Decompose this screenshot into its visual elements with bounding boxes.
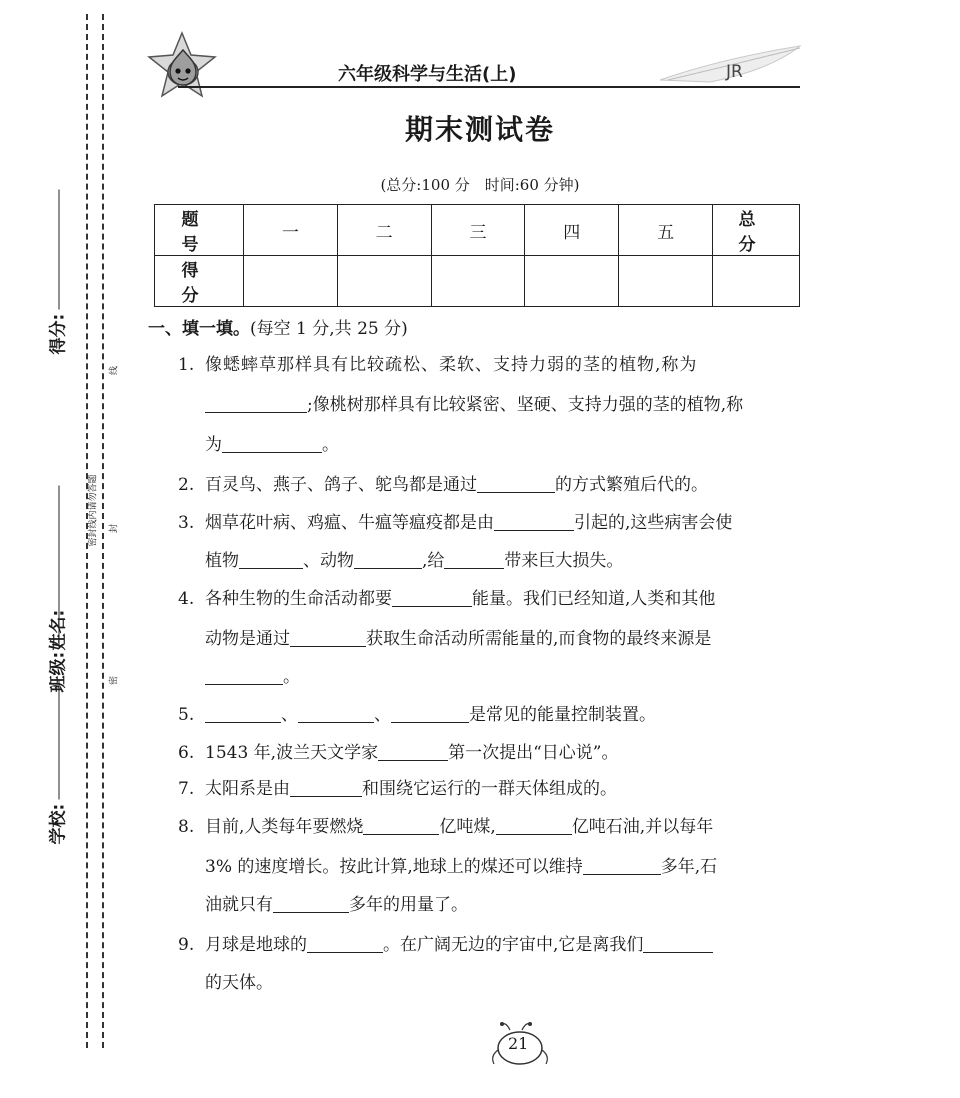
score-entry-cell[interactable]	[337, 256, 431, 307]
score-table	[154, 204, 809, 307]
seal-char-mi: 密	[109, 676, 120, 686]
score-entry-cell[interactable]	[619, 256, 713, 307]
score-table-cell: 得 分	[155, 256, 244, 307]
question-2: 2. 百灵鸟、燕子、鸽子、鸵鸟都是通过 的方式繁殖后代的。	[178, 475, 708, 495]
answer-blank[interactable]	[290, 629, 366, 647]
answer-blank[interactable]	[298, 705, 374, 723]
question-4-line-1: 4. 各种生物的生命活动都要 能量。我们已经知道,人类和其他	[178, 589, 716, 609]
answer-blank[interactable]	[222, 435, 322, 453]
question-1-line-2: ;像桃树那样具有比较紧密、坚硬、支持力强的茎的植物,称	[205, 390, 743, 415]
question-8-line-3: 油就只有 多年的用量了。	[205, 895, 468, 915]
school-field	[44, 685, 69, 845]
question-5: 5. 、 、 是常见的能量控制装置。	[178, 705, 656, 725]
question-4-line-2: 动物是通过 获取生命活动所需能量的,而食物的最终来源是	[205, 629, 712, 649]
section-title: 一、填一填。	[148, 319, 250, 339]
score-entry-cell[interactable]	[713, 256, 800, 307]
school-label: 学校:	[48, 803, 69, 845]
answer-blank[interactable]	[205, 705, 281, 723]
mascot-star-icon	[146, 30, 218, 100]
question-3-line-2: 植物 、动物 ,给 带来巨大损失。	[205, 551, 624, 571]
score-table-header-row	[155, 205, 800, 256]
question-3-line-1: 3. 烟草花叶病、鸡瘟、牛瘟等瘟疫都是由 引起的,这些病害会使	[178, 513, 733, 533]
answer-blank[interactable]	[239, 551, 303, 569]
section-heading	[148, 314, 408, 339]
exam-info: (总分:100 分 时间:60 分钟)	[380, 176, 580, 194]
answer-blank[interactable]	[477, 475, 555, 493]
answer-blank[interactable]	[354, 551, 422, 569]
score-table-cell: 二	[337, 205, 431, 256]
question-8-line-1: 8. 目前,人类每年要燃烧 亿吨煤, 亿吨石油,并以每年	[178, 817, 714, 837]
name-label: 姓名:	[48, 609, 69, 651]
score-table-cell: 一	[243, 205, 337, 256]
score-table-cell: 五	[619, 205, 713, 256]
answer-blank[interactable]	[391, 705, 469, 723]
score-table-cell: 三	[431, 205, 525, 256]
question-1-line-3: 为 。	[205, 435, 339, 455]
answer-blank[interactable]	[392, 589, 472, 607]
class-label: 班级:	[48, 651, 69, 693]
class-field	[44, 533, 69, 693]
answer-blank[interactable]	[643, 935, 713, 953]
seal-char-xian: 线	[109, 366, 120, 376]
publisher-mark: JR	[726, 62, 743, 82]
score-table-cell: 四	[525, 205, 619, 256]
question-9-line-1: 9. 月球是地球的 。在广阔无边的宇宙中,它是离我们	[178, 930, 713, 955]
score-table-score-row	[155, 256, 800, 307]
answer-blank[interactable]	[444, 551, 504, 569]
binding-line-inner	[102, 14, 104, 1048]
score-table-cell: 总 分	[713, 205, 800, 256]
answer-blank[interactable]	[378, 743, 448, 761]
score-label: 得分:	[48, 313, 69, 355]
exam-title: 期末测试卷	[404, 113, 555, 146]
question-7: 7. 太阳系是由 和围绕它运行的一群天体组成的。	[178, 779, 617, 799]
header-rule	[178, 86, 800, 88]
answer-blank[interactable]	[363, 817, 439, 835]
school-line	[59, 680, 60, 800]
answer-blank[interactable]	[496, 817, 572, 835]
question-1-line-1: 1. 像蟋蟀草那样具有比较疏松、柔软、支持力弱的茎的植物,称为	[178, 355, 698, 375]
answer-blank[interactable]	[205, 667, 283, 685]
page-number: 21	[508, 1034, 529, 1053]
section-note: (每空 1 分,共 25 分)	[250, 319, 408, 339]
score-entry-cell[interactable]	[243, 256, 337, 307]
score-table-cell: 题 号	[155, 205, 244, 256]
score-entry-cell[interactable]	[431, 256, 525, 307]
subject-title: 六年级科学与生活(上)	[338, 64, 517, 85]
answer-blank[interactable]	[290, 779, 362, 797]
score-line	[59, 190, 60, 310]
question-8-line-2: 3% 的速度增长。按此计算,地球上的煤还可以维持 多年,石	[205, 857, 718, 877]
question-6: 6. 1543 年,波兰天文学家 第一次提出“日心说”。	[178, 743, 619, 763]
question-4-line-3: 。	[205, 662, 300, 687]
answer-blank[interactable]	[583, 857, 661, 875]
score-field	[44, 195, 69, 355]
seal-char-feng: 封	[109, 524, 120, 534]
question-9-line-2: 的天体。	[205, 973, 273, 993]
binding-notice: 密封线内请勿答题	[88, 474, 99, 547]
answer-blank[interactable]	[205, 395, 307, 413]
score-entry-cell[interactable]	[525, 256, 619, 307]
answer-blank[interactable]	[494, 513, 574, 531]
class-line	[59, 528, 60, 648]
answer-blank[interactable]	[273, 895, 349, 913]
answer-blank[interactable]	[307, 935, 383, 953]
